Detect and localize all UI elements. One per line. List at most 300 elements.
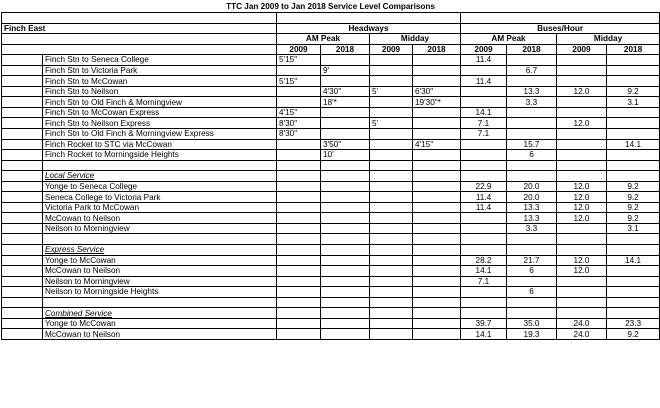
blank-cell (2, 129, 43, 140)
buses-cell: 7.1 (461, 118, 507, 129)
headways-header: Headways (277, 23, 461, 34)
headway-cell: 19'30"* (413, 97, 461, 108)
buses-cell (461, 223, 507, 234)
blank-cell (277, 160, 321, 171)
blank-cell (2, 160, 43, 171)
blank-cell (321, 223, 370, 234)
blank-cell (321, 297, 370, 308)
buses-cell: 7.1 (461, 276, 507, 287)
headway-cell (321, 76, 370, 87)
buses-cell: 24.0 (557, 329, 607, 340)
buses-cell: 13.3 (507, 86, 557, 97)
blank-cell (321, 329, 370, 340)
segment-label: Neilson to Morningside Heights (43, 287, 277, 298)
blank-cell (43, 234, 277, 245)
buses-header: Buses/Hour (461, 23, 660, 34)
blank-cell (607, 297, 660, 308)
blank-cell (2, 287, 43, 298)
blank-cell (321, 171, 370, 182)
blank-cell (2, 297, 43, 308)
headway-cell: 6'30" (413, 86, 461, 97)
buses-cell (557, 150, 607, 161)
buses-cell: 14.1 (461, 266, 507, 277)
segment-label: McCowan to Neilson (43, 266, 277, 277)
blank-cell (277, 192, 321, 203)
buses-cell: 24.0 (557, 318, 607, 329)
table-row (2, 76, 660, 87)
blank-cell (370, 171, 413, 182)
blank-cell (370, 276, 413, 287)
route-label: Finch Rocket to STC via McCowan (43, 139, 277, 150)
table-row (2, 287, 660, 298)
blank-cell (321, 276, 370, 287)
buses-cell (557, 55, 607, 66)
blank-cell (321, 255, 370, 266)
segment-label: Neilson to Morningview (43, 223, 277, 234)
route-label: Finch Stn to Old Finch & Morningview Express (43, 129, 277, 140)
table-row (2, 181, 660, 192)
blank-cell (2, 245, 43, 256)
blank-cell (413, 181, 461, 192)
blank-cell (277, 202, 321, 213)
buses-cell: 20.0 (507, 192, 557, 203)
buses-cell: 11.4 (461, 55, 507, 66)
segment-label: McCowan to Neilson (43, 213, 277, 224)
year-header: 2018 (507, 44, 557, 55)
blank-cell (2, 97, 43, 108)
blank-cell (2, 171, 43, 182)
blank-cell (277, 287, 321, 298)
buses-cell (607, 76, 660, 87)
buses-cell: 13.3 (507, 213, 557, 224)
table-row (2, 55, 660, 66)
headway-cell: 10' (321, 150, 370, 161)
blank-cell (277, 329, 321, 340)
blank-cell (461, 13, 660, 24)
blank-cell (370, 245, 413, 256)
buses-cell (607, 118, 660, 129)
blank-cell (2, 76, 43, 87)
blank-cell (2, 202, 43, 213)
blank-cell (2, 266, 43, 277)
year-header: 2009 (277, 44, 321, 55)
blank-cell (607, 245, 660, 256)
headway-cell: 4'15" (277, 107, 321, 118)
headway-cell (321, 129, 370, 140)
blank-cell (2, 255, 43, 266)
headway-cell (370, 139, 413, 150)
buses-cell (507, 55, 557, 66)
table-row (2, 150, 660, 161)
buses-cell: 7.1 (461, 129, 507, 140)
headway-am-header: AM Peak (277, 34, 370, 45)
headway-cell: 4'30" (321, 86, 370, 97)
headway-cell (413, 76, 461, 87)
headway-cell (370, 76, 413, 87)
blank-cell (2, 86, 43, 97)
buses-cell: 6 (507, 266, 557, 277)
blank-cell (413, 223, 461, 234)
buses-cell: 11.4 (461, 202, 507, 213)
segment-label: Yonge to McCowan (43, 255, 277, 266)
service-title: Express Service (43, 245, 277, 256)
blank-cell (370, 192, 413, 203)
section-header-row (2, 245, 660, 256)
headway-cell (413, 150, 461, 161)
section-title: Finch East (2, 23, 277, 34)
buses-cell: 9.2 (607, 202, 660, 213)
segment-label: McCowan to Neilson (43, 329, 277, 340)
blank-cell (43, 160, 277, 171)
table-row (2, 65, 660, 76)
blank-cell (370, 213, 413, 224)
service-title: Local Service (43, 171, 277, 182)
buses-cell: 14.1 (461, 329, 507, 340)
blank-cell (370, 181, 413, 192)
buses-cell: 12.0 (557, 202, 607, 213)
buses-cell: 11.4 (461, 192, 507, 203)
blank-cell (461, 160, 507, 171)
blank-cell (2, 213, 43, 224)
blank-cell (2, 150, 43, 161)
blank-cell (557, 234, 607, 245)
buses-cell (461, 97, 507, 108)
buses-cell (461, 65, 507, 76)
blank-cell (2, 55, 43, 66)
blank-cell (557, 160, 607, 171)
buses-cell: 3.1 (607, 223, 660, 234)
blank-cell (2, 65, 43, 76)
blank-cell (277, 181, 321, 192)
buses-cell (557, 76, 607, 87)
blank-cell (277, 308, 321, 319)
headway-cell: 4'15" (413, 139, 461, 150)
buses-cell (557, 139, 607, 150)
table-row (2, 107, 660, 118)
blank-cell (413, 192, 461, 203)
blank-cell (277, 255, 321, 266)
route-label: Finch Stn to Victoria Park (43, 65, 277, 76)
headway-cell: 18'* (321, 97, 370, 108)
service-table (1, 1, 660, 340)
blank-cell (370, 287, 413, 298)
buses-cell (461, 150, 507, 161)
year-header: 2018 (321, 44, 370, 55)
buses-cell (461, 139, 507, 150)
table-row (2, 213, 660, 224)
blank-cell (557, 308, 607, 319)
blank-cell (461, 245, 507, 256)
buses-cell: 20.0 (507, 181, 557, 192)
table-row (2, 255, 660, 266)
buses-cell: 28.2 (461, 255, 507, 266)
blank-cell (2, 34, 277, 45)
buses-cell: 6 (507, 150, 557, 161)
blank-cell (507, 234, 557, 245)
table-row (2, 160, 660, 171)
blank-cell (370, 234, 413, 245)
blank-cell (370, 297, 413, 308)
segment-label: Seneca College to Victoria Park (43, 192, 277, 203)
buses-midday-header: Midday (557, 34, 660, 45)
buses-cell: 6 (507, 287, 557, 298)
buses-cell: 12.0 (557, 86, 607, 97)
blank-cell (321, 266, 370, 277)
buses-cell (507, 129, 557, 140)
blank-cell (277, 234, 321, 245)
blank-cell (607, 171, 660, 182)
headway-cell: 5' (370, 118, 413, 129)
buses-cell (461, 287, 507, 298)
blank-cell (277, 13, 461, 24)
section-header-row (2, 308, 660, 319)
blank-cell (2, 276, 43, 287)
route-label: Finch Stn to Neilson (43, 86, 277, 97)
buses-cell: 19.3 (507, 329, 557, 340)
blank-cell (2, 118, 43, 129)
blank-cell (557, 297, 607, 308)
headway-cell (277, 86, 321, 97)
headway-midday-header: Midday (370, 34, 461, 45)
blank-cell (321, 245, 370, 256)
blank-cell (413, 297, 461, 308)
blank-cell (557, 171, 607, 182)
route-label: Finch Stn to Old Finch & Morningview (43, 97, 277, 108)
buses-cell: 9.2 (607, 86, 660, 97)
blank-cell (2, 329, 43, 340)
blank-cell (321, 192, 370, 203)
buses-cell: 23.3 (607, 318, 660, 329)
table-row (2, 192, 660, 203)
blank-cell (413, 266, 461, 277)
blank-cell (370, 160, 413, 171)
blank-cell (461, 308, 507, 319)
headway-cell: 3'50" (321, 139, 370, 150)
headway-cell (277, 139, 321, 150)
blank-cell (321, 213, 370, 224)
buses-cell: 13.3 (507, 202, 557, 213)
headway-cell (413, 107, 461, 118)
buses-cell: 14.1 (607, 255, 660, 266)
headway-cell: 8'30" (277, 118, 321, 129)
blank-cell (370, 223, 413, 234)
blank-cell (2, 318, 43, 329)
blank-cell (413, 318, 461, 329)
table-row (2, 318, 660, 329)
blank-cell (413, 171, 461, 182)
headway-cell (413, 65, 461, 76)
spreadsheet (1, 1, 659, 340)
blank-cell (507, 160, 557, 171)
buses-cell: 3.3 (507, 223, 557, 234)
table-row (2, 297, 660, 308)
table-row (2, 329, 660, 340)
blank-cell (607, 160, 660, 171)
segment-label: Yonge to McCowan (43, 318, 277, 329)
headway-cell (370, 107, 413, 118)
blank-cell (277, 266, 321, 277)
headway-cell: 9' (321, 65, 370, 76)
headway-cell (277, 65, 321, 76)
buses-cell: 12.0 (557, 118, 607, 129)
blank-cell (370, 329, 413, 340)
buses-cell (607, 55, 660, 66)
buses-cell: 12.0 (557, 266, 607, 277)
blank-cell (413, 160, 461, 171)
buses-cell (507, 76, 557, 87)
blank-cell (321, 234, 370, 245)
blank-cell (2, 308, 43, 319)
blank-cell (321, 287, 370, 298)
blank-cell (277, 318, 321, 329)
headway-cell (370, 97, 413, 108)
service-title: Combined Service (43, 308, 277, 319)
blank-cell (321, 308, 370, 319)
buses-am-header: AM Peak (461, 34, 557, 45)
buses-cell (461, 213, 507, 224)
segment-label: Yonge to Seneca College (43, 181, 277, 192)
buses-cell (461, 86, 507, 97)
segment-label: Neilson to Morningview (43, 276, 277, 287)
route-label: Finch Rocket to Morningside Heights (43, 150, 277, 161)
headway-cell: 8'30" (277, 129, 321, 140)
buses-cell (607, 276, 660, 287)
headway-cell (321, 107, 370, 118)
blank-cell (413, 255, 461, 266)
section-header-row (2, 171, 660, 182)
headway-cell (413, 118, 461, 129)
buses-cell: 12.0 (557, 192, 607, 203)
buses-cell: 3.1 (607, 97, 660, 108)
blank-cell (370, 308, 413, 319)
blank-cell (413, 213, 461, 224)
buses-cell: 9.2 (607, 329, 660, 340)
blank-cell (43, 297, 277, 308)
buses-cell (507, 118, 557, 129)
table-body (2, 1, 660, 339)
buses-cell (557, 287, 607, 298)
headway-cell (370, 129, 413, 140)
blank-cell (507, 297, 557, 308)
blank-cell (461, 171, 507, 182)
table-row (2, 118, 660, 129)
blank-cell (413, 287, 461, 298)
blank-cell (413, 202, 461, 213)
buses-cell (507, 107, 557, 118)
buses-cell (607, 107, 660, 118)
blank-cell (277, 297, 321, 308)
headway-cell (277, 150, 321, 161)
buses-cell: 22.9 (461, 181, 507, 192)
blank-cell (2, 13, 277, 24)
buses-cell: 12.0 (557, 181, 607, 192)
headway-cell (370, 65, 413, 76)
blank-cell (607, 234, 660, 245)
blank-cell (461, 234, 507, 245)
blank-cell (277, 245, 321, 256)
buses-cell: 12.0 (557, 213, 607, 224)
blank-cell (277, 276, 321, 287)
blank-cell (413, 276, 461, 287)
blank-cell (321, 318, 370, 329)
blank-cell (413, 329, 461, 340)
buses-cell: 15.7 (507, 139, 557, 150)
blank-cell (321, 202, 370, 213)
buses-cell (607, 129, 660, 140)
blank-cell (413, 308, 461, 319)
blank-cell (2, 44, 277, 55)
buses-cell: 39.7 (461, 318, 507, 329)
buses-cell: 9.2 (607, 192, 660, 203)
blank-cell (507, 245, 557, 256)
buses-cell: 11.4 (461, 76, 507, 87)
headway-cell (413, 129, 461, 140)
buses-cell (557, 65, 607, 76)
buses-cell: 21.7 (507, 255, 557, 266)
blank-cell (413, 245, 461, 256)
headway-cell: 5' (370, 86, 413, 97)
buses-cell: 14.1 (461, 107, 507, 118)
buses-cell: 35.0 (507, 318, 557, 329)
blank-cell (370, 255, 413, 266)
table-row (2, 86, 660, 97)
route-label: Finch Stn to Neilson Express (43, 118, 277, 129)
table-row (2, 202, 660, 213)
buses-cell: 9.2 (607, 181, 660, 192)
buses-cell: 9.2 (607, 213, 660, 224)
blank-cell (413, 234, 461, 245)
headway-cell (370, 55, 413, 66)
blank-cell (321, 160, 370, 171)
blank-cell (2, 139, 43, 150)
buses-cell (557, 107, 607, 118)
table-row (2, 223, 660, 234)
table-row (2, 139, 660, 150)
year-header: 2018 (413, 44, 461, 55)
table-row (2, 234, 660, 245)
blank-cell (557, 245, 607, 256)
buses-cell (557, 276, 607, 287)
headway-cell (277, 97, 321, 108)
year-header: 2009 (370, 44, 413, 55)
table-row (2, 276, 660, 287)
buses-cell: 3.3 (507, 97, 557, 108)
buses-cell: 12.0 (557, 255, 607, 266)
blank-cell (507, 308, 557, 319)
route-label: Finch Stn to McCowan Express (43, 107, 277, 118)
blank-cell (2, 192, 43, 203)
year-header: 2009 (461, 44, 507, 55)
year-header: 2018 (607, 44, 660, 55)
blank-cell (2, 181, 43, 192)
blank-cell (2, 107, 43, 118)
page-title: TTC Jan 2009 to Jan 2018 Service Level Comparisons (226, 2, 435, 11)
headway-cell (413, 55, 461, 66)
route-label: Finch Stn to McCowan (43, 76, 277, 87)
headway-cell: 5'15" (277, 55, 321, 66)
buses-cell (607, 65, 660, 76)
blank-cell (321, 181, 370, 192)
year-header: 2009 (557, 44, 607, 55)
buses-cell (607, 266, 660, 277)
table-row (2, 97, 660, 108)
blank-cell (277, 223, 321, 234)
buses-cell (557, 97, 607, 108)
headway-cell (321, 118, 370, 129)
blank-cell (461, 297, 507, 308)
table-row (2, 266, 660, 277)
buses-cell (557, 129, 607, 140)
